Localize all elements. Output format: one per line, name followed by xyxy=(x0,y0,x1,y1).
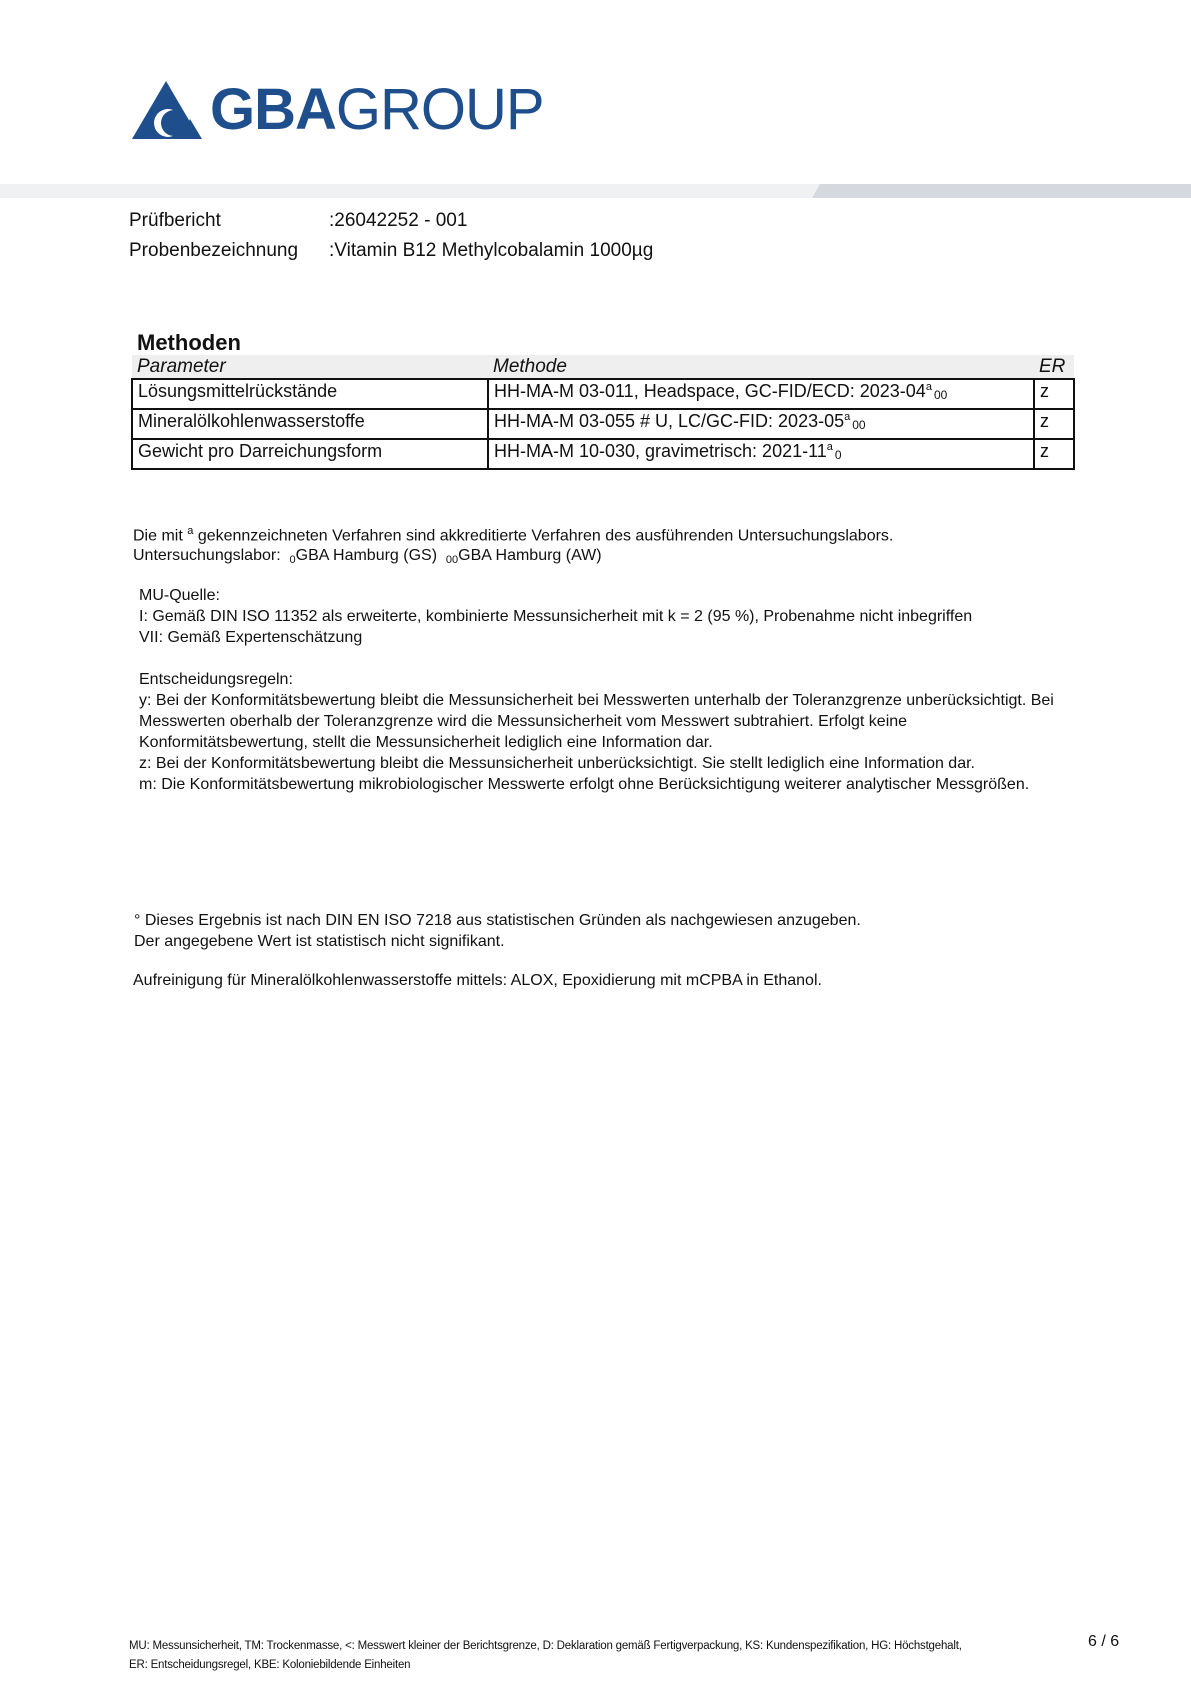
mu-source-line: I: Gemäß DIN ISO 11352 als erweiterte, kombinierte Messunsicherheit mit k = 2 (95 %), Probenahme nicht inbegriffen xyxy=(139,608,973,625)
gba-mountain-icon xyxy=(130,79,202,141)
accreditation-post: gekennzeichneten Verfahren sind akkreditierte Verfahren des ausführenden Untersuchungslabors. xyxy=(197,527,894,545)
lab1-code: 0 xyxy=(289,554,296,567)
decision-rule-line: z: Bei der Konformitätsbewertung bleibt die Messunsicherheit unberücksichtigt. Sie stellt lediglich eine Information dar. xyxy=(139,755,975,772)
er-cell: z xyxy=(1034,439,1074,469)
methods-title: Methoden xyxy=(137,330,241,355)
method-cell xyxy=(488,379,1034,409)
table-row xyxy=(132,379,1074,409)
note-line: ° Dieses Ergebnis ist nach DIN EN ISO 7218 aus statistischen Gründen als nachgewiesen anzugeben. xyxy=(134,912,861,929)
gba-group-logo xyxy=(130,74,544,146)
er-cell: z xyxy=(1034,409,1074,439)
decision-rule-line: y: Bei der Konformitätsbewertung bleibt die Messunsicherheit bei Messwerten unterhalb der Toleranzgrenze unberücksichtigt. Bei xyxy=(139,692,1054,709)
mu-source-title: MU-Quelle: xyxy=(139,587,220,604)
lab2-code: 00 xyxy=(445,554,459,567)
sample-value: :Vitamin B12 Methylcobalamin 1000µg xyxy=(329,240,654,261)
decision-rules-title: Entscheidungsregeln: xyxy=(139,671,293,688)
param-cell: Gewicht pro Darreichungsform xyxy=(132,439,488,469)
method-text: HH-MA-M 03-055 # U, LC/GC-FID: 2023-05 xyxy=(494,411,845,431)
note-line: Der angegebene Wert ist statistisch nicht signifikant. xyxy=(134,933,505,950)
table-row xyxy=(132,409,1074,439)
param-cell: Lösungsmittelrückstände xyxy=(132,379,488,409)
er-cell: z xyxy=(1034,379,1074,409)
method-text: HH-MA-M 03-011, Headspace, GC-FID/ECD: 2023-04 xyxy=(494,381,926,401)
accredited-mark: a xyxy=(844,411,851,423)
accreditation-pre: Die mit xyxy=(133,527,183,545)
col-header-er: ER xyxy=(1034,355,1074,379)
decision-rule-line: Konformitätsbewertung, stellt die Messunsicherheit lediglich eine Information dar. xyxy=(139,734,713,751)
lab1-name: GBA Hamburg (GS) xyxy=(295,547,438,565)
lab-line xyxy=(133,546,893,570)
accreditation-note xyxy=(133,521,893,570)
table-row xyxy=(132,439,1074,469)
report-label: Prüfbericht xyxy=(129,210,221,231)
logo-wordmark xyxy=(210,77,544,142)
accredited-mark: a xyxy=(826,441,833,453)
mu-source xyxy=(139,585,972,648)
accreditation-line xyxy=(133,521,893,546)
method-cell xyxy=(488,409,1034,439)
mu-source-line: VII: Gemäß Expertenschätzung xyxy=(139,629,363,646)
footer-legend-line: MU: Messunsicherheit, TM: Trockenmasse, <: Messwert kleiner der Berichtsgrenze, D: Deklaration gemäß Fertigverpackung, KS: Kundenspezifikation, HG: Höchstgehalt, xyxy=(129,1640,962,1652)
sample-label: Probenbezeichnung xyxy=(129,240,299,261)
notes xyxy=(134,910,861,952)
methods-header-row xyxy=(132,355,1074,379)
lab2-name: GBA Hamburg (AW) xyxy=(458,547,602,565)
param-cell: Mineralölkohlenwasserstoffe xyxy=(132,409,488,439)
col-header-parameter: Parameter xyxy=(132,355,488,379)
decision-rule-line: m: Die Konformitätsbewertung mikrobiologischer Messwerte erfolgt ohne Berücksichtigung weiterer analytischer Messgrößen. xyxy=(139,776,1030,793)
lab-code: 00 xyxy=(852,418,866,432)
accredited-mark: a xyxy=(925,381,932,393)
methods-table xyxy=(131,355,1075,470)
logo-gba-text: GBA xyxy=(210,77,336,142)
decision-rules xyxy=(139,669,1054,795)
header-band xyxy=(0,184,1191,198)
lab-label: Untersuchungslabor: xyxy=(133,547,281,565)
report-value: :26042252 - 001 xyxy=(329,210,468,231)
method-cell xyxy=(488,439,1034,469)
accreditation-sup: a xyxy=(187,525,194,537)
page-number: 6 / 6 xyxy=(1088,1633,1120,1650)
lab-code: 00 xyxy=(933,388,948,402)
col-header-method: Methode xyxy=(488,355,1034,379)
decision-rule-line: Messwerten oberhalb der Toleranzgrenze wird die Messunsicherheit vom Messwert subtrahiert. Erfolgt keine xyxy=(139,713,908,730)
lab-code: 0 xyxy=(834,448,842,462)
footer-legend xyxy=(129,1637,962,1675)
cleanup-note: Aufreinigung für Mineralölkohlenwasserstoffe mittels: ALOX, Epoxidierung mit mCPBA in Ethanol. xyxy=(133,972,822,989)
method-text: HH-MA-M 10-030, gravimetrisch: 2021-11 xyxy=(494,441,827,461)
logo-group-text: GROUP xyxy=(335,77,544,142)
footer-legend-line: ER: Entscheidungsregel, KBE: Koloniebildende Einheiten xyxy=(129,1659,411,1671)
